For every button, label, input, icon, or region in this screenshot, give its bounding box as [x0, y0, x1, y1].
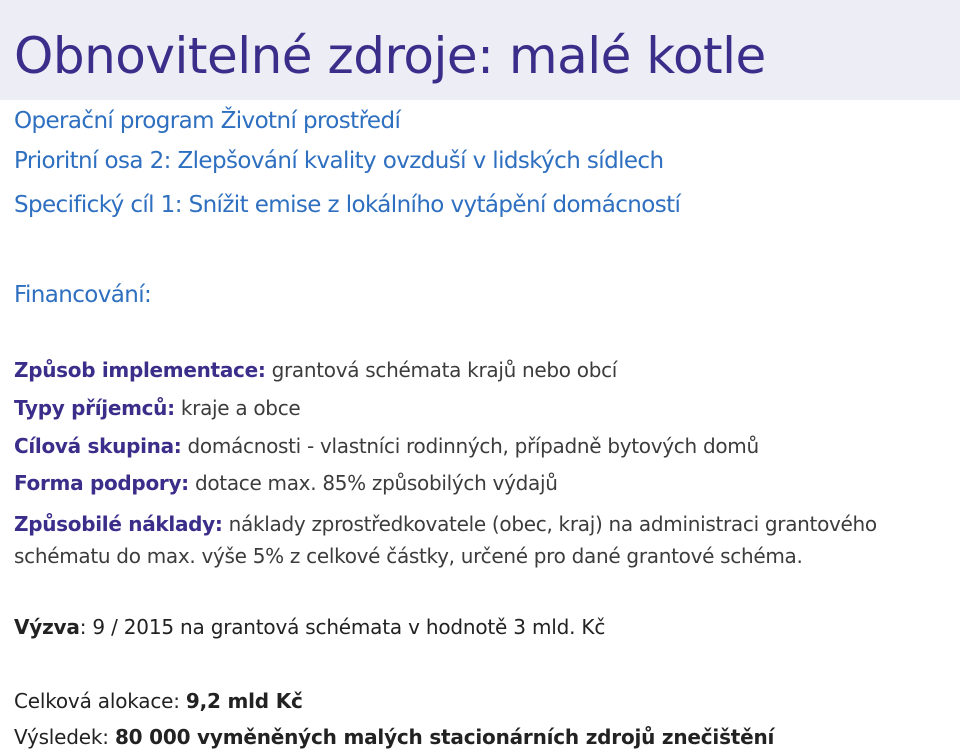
eligible-costs-value: náklady zprostředkovatele (obec, kraj) na administraci grantového schématu do max. výše 5% z celkové částky, určené pro dané grantové schéma. [14, 512, 877, 568]
call-row [14, 614, 605, 640]
target-group-row [14, 433, 759, 459]
implementation-row [14, 357, 617, 383]
priority-axis-line: Prioritní osa 2: Zlepšování kvality ovzduší v lidských sídlech [14, 148, 664, 174]
result-row [14, 724, 774, 750]
support-form-row [14, 470, 558, 496]
allocation-label: Celková alokace: [14, 689, 186, 713]
call-value: : 9 / 2015 na grantová schémata v hodnotě 3 mld. Kč [79, 615, 606, 639]
objective-line: Specifický cíl 1: Snížit emise z lokálního vytápění domácností [14, 192, 681, 218]
allocation-value: 9,2 mld Kč [185, 689, 303, 713]
allocation-row [14, 688, 303, 714]
support-form-value: dotace max. 85% způsobilých výdajů [188, 471, 558, 495]
eligible-costs-row [14, 508, 949, 572]
support-form-label: Forma podpory: [14, 471, 189, 495]
recipients-row [14, 395, 300, 421]
eligible-costs-label: Způsobilé náklady: [14, 512, 223, 536]
financing-heading: Financování: [14, 282, 152, 308]
call-label: Výzva [14, 615, 80, 639]
implementation-label: Způsob implementace: [14, 358, 266, 382]
recipients-label: Typy příjemců: [14, 396, 175, 420]
result-label: Výsledek: [14, 725, 115, 749]
target-group-value: domácnosti - vlastníci rodinných, případně bytových domů [181, 434, 759, 458]
implementation-value: grantová schémata krajů nebo obcí [265, 358, 618, 382]
program-line: Operační program Životní prostředí [14, 108, 401, 134]
page-title: Obnovitelné zdroje: malé kotle [14, 27, 766, 85]
target-group-label: Cílová skupina: [14, 434, 182, 458]
result-value: 80 000 vyměněných malých stacionárních zdrojů znečištění [114, 725, 775, 749]
recipients-value: kraje a obce [174, 396, 301, 420]
